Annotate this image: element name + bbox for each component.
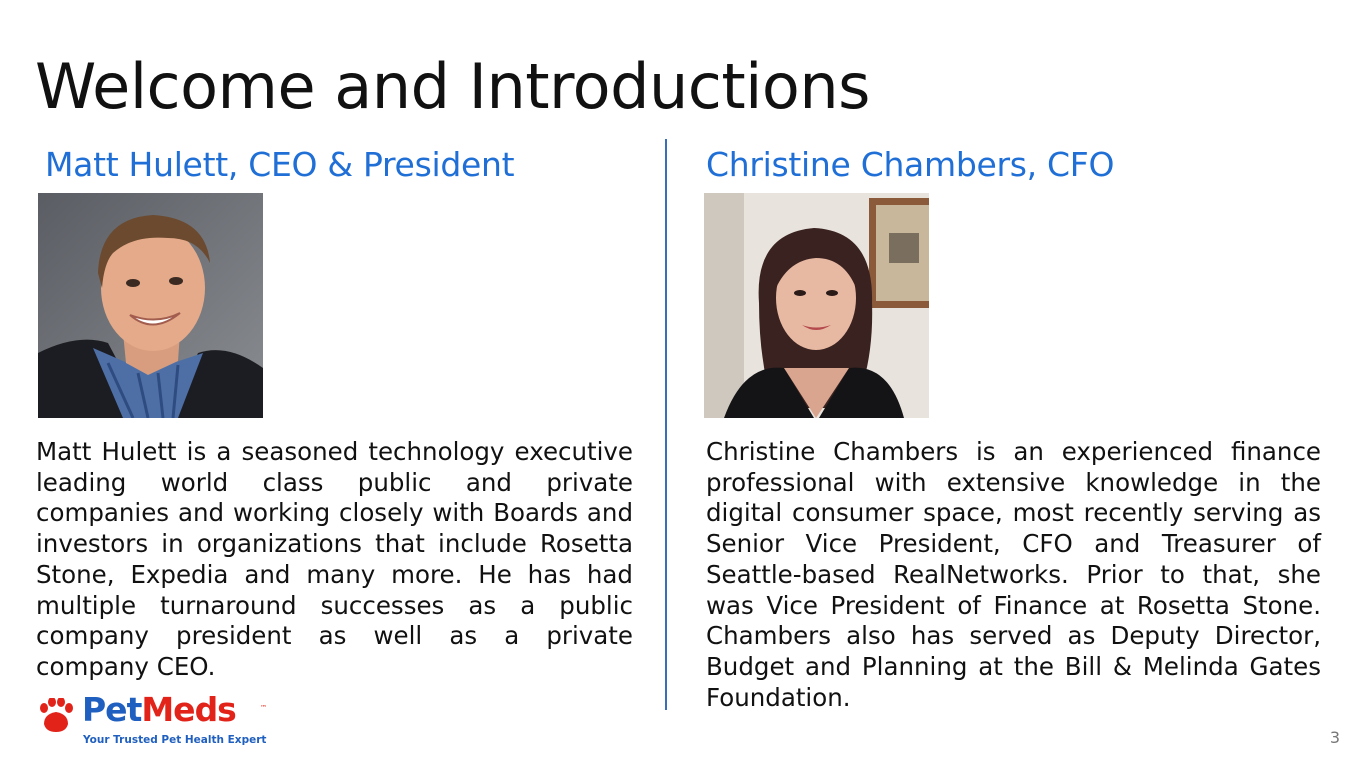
matt-hulett-photo [38, 193, 263, 418]
christine-chambers-photo [704, 193, 929, 418]
left-person-name: Matt Hulett, CEO & President [45, 145, 515, 184]
logo-word-pet: Pet [82, 690, 142, 729]
paw-icon [38, 698, 74, 734]
logo-word-meds: Meds [141, 690, 236, 729]
slide-title: Welcome and Introductions [35, 50, 870, 123]
logo-tagline: Your Trusted Pet Health Expert [83, 734, 267, 746]
left-person-bio: Matt Hulett is a seasoned technology executive leading world class public and private companies and working closely with Boards and investors in organizations that include Rosetta Stone, Expedia and many more. He has had multiple turnaround successes as a public company president as well as a private company CEO. [36, 437, 633, 681]
page-number: 3 [1329, 728, 1340, 747]
logo-trademark: ™ [260, 704, 267, 712]
right-person-name: Christine Chambers, CFO [706, 145, 1115, 184]
petmeds-logo [38, 690, 268, 750]
right-person-bio: Christine Chambers is an experienced finance professional with extensive knowledge in the digital consumer space, most recently serving as Senior Vice President, CFO and Treasurer of Seattle-based RealNetworks. Prior to that, she was Vice President of Finance at Rosetta Stone. Chambers also has served as Deputy Director, Budget and Planning at the Bill & Melinda Gates Foundation. [706, 437, 1321, 712]
petmeds-wordmark [82, 690, 236, 729]
column-divider [665, 139, 667, 710]
